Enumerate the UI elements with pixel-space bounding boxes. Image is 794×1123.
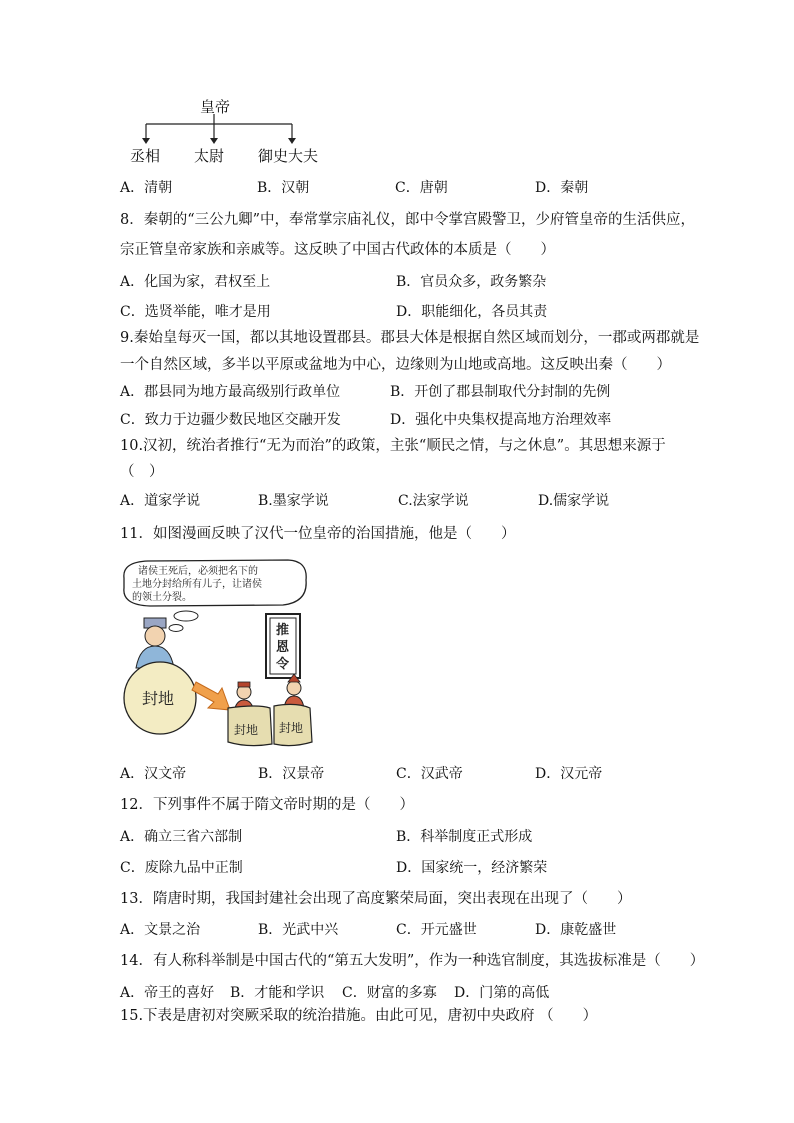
diagram-top-label: 皇帝	[200, 98, 231, 116]
q8-stem-line2: 宗正管皇帝家族和亲戚等。这反映了中国古代政体的本质是（ ）	[120, 242, 555, 258]
q13-option-d[interactable]: D．康乾盛世	[535, 922, 617, 938]
q9-option-b[interactable]: B．开创了郡县制取代分封制的先例	[390, 384, 611, 400]
edict-board	[266, 614, 300, 678]
diagram-child-3: 御史大夫	[258, 147, 319, 165]
emperor-figure	[136, 618, 174, 668]
q8-option-b[interactable]: B．官员众多，政务繁杂	[396, 274, 547, 290]
q8-option-c[interactable]: C．选贤举能，唯才是用	[120, 304, 271, 320]
q7-option-a[interactable]: A．清朝	[120, 180, 173, 196]
bubble-line-1: 诸侯王死后，必须把名下的	[138, 566, 258, 577]
q13-stem-line1: 13．隋唐时期，我国封建社会出现了高度繁荣局面，突出表现在出现了（ ）	[120, 891, 632, 907]
q12-option-b[interactable]: B．科举制度正式形成	[396, 829, 533, 845]
thought-dot-small	[169, 625, 183, 632]
small-fief-right-label: 封地	[279, 721, 304, 735]
q8-stem-line1: 8．秦朝的“三公九卿”中，奉常掌宗庙礼仪，郎中令掌宫殿警卫，少府管皇帝的生活供应，	[120, 212, 696, 228]
q10-option-c[interactable]: C.法家学说	[398, 493, 469, 509]
bubble-line-3: 的领土分裂。	[132, 592, 192, 603]
q14-option-d[interactable]: D．门第的高低	[454, 985, 550, 1001]
q13-option-a[interactable]: A．文景之治	[120, 922, 201, 938]
q10-option-a[interactable]: A．道家学说	[120, 493, 201, 509]
diagram-child-1: 丞相	[130, 147, 161, 165]
q11-option-c[interactable]: C．汉武帝	[396, 766, 463, 782]
q14-option-a[interactable]: A．帝王的喜好	[120, 985, 215, 1001]
q13-option-b[interactable]: B．光武中兴	[258, 922, 339, 938]
diagram-arrows	[130, 112, 310, 148]
q11-option-a[interactable]: A．汉文帝	[120, 766, 187, 782]
q13-option-c[interactable]: C．开元盛世	[396, 922, 477, 938]
q12-option-d[interactable]: D．国家统一，经济繁荣	[396, 860, 548, 876]
q7-option-c[interactable]: C．唐朝	[395, 180, 448, 196]
edict-char-2: 恩	[276, 640, 290, 655]
q8-option-d[interactable]: D．职能细化，各员其责	[396, 304, 548, 320]
q12-stem-line1: 12．下列事件不属于隋文帝时期的是（ ）	[120, 797, 414, 813]
bubble-line-2: 土地分封给所有儿子，让诸侯	[132, 579, 262, 590]
q14-option-b[interactable]: B．才能和学识	[230, 985, 325, 1001]
q10-option-b[interactable]: B.墨家学说	[258, 493, 329, 509]
q10-stem-line1: 10.汉初，统治者推行“无为而治”的政策，主张“顺民之情，与之休息”。其思想来源于	[120, 438, 666, 454]
q12-option-a[interactable]: A．确立三省六部制	[120, 829, 243, 845]
split-arrow-icon	[192, 682, 230, 710]
thought-dot-large	[174, 611, 198, 621]
q10-option-d[interactable]: D.儒家学说	[538, 493, 610, 509]
edict-char-1: 推	[276, 623, 290, 638]
q11-stem-line1: 11．如图漫画反映了汉代一位皇帝的治国措施，他是（ ）	[120, 526, 516, 542]
q9-option-c[interactable]: C．致力于边疆少数民地区交融开发	[120, 412, 341, 428]
q9-option-d[interactable]: D．强化中央集权提高地方治理效率	[390, 412, 612, 428]
edict-char-3: 令	[276, 657, 290, 672]
q10-stem-line2: （ ）	[120, 464, 164, 480]
q14-option-c[interactable]: C．财富的多寡	[342, 985, 437, 1001]
big-fief-label: 封地	[142, 689, 175, 708]
q14-stem-line1: 14．有人称科举制是中国古代的“第五大发明”，作为一种选官制度，其选拔标准是（ ）	[120, 953, 705, 969]
diagram-child-2: 太尉	[194, 147, 225, 165]
q12-option-c[interactable]: C．废除九品中正制	[120, 860, 243, 876]
q7-option-b[interactable]: B．汉朝	[257, 180, 310, 196]
prince-figure-right	[284, 674, 304, 708]
q15-stem-line1: 15.下表是唐初对突厥采取的统治措施。由此可见，唐初中央政府 （ ）	[120, 1008, 598, 1024]
q8-option-a[interactable]: A．化国为家，君权至上	[120, 274, 271, 290]
q11-option-d[interactable]: D．汉元帝	[535, 766, 603, 782]
q11-cartoon	[118, 558, 318, 750]
q7-option-d[interactable]: D．秦朝	[535, 180, 589, 196]
q9-option-a[interactable]: A．郡县同为地方最高级别行政单位	[120, 384, 341, 400]
q11-option-b[interactable]: B．汉景帝	[258, 766, 325, 782]
q9-stem-line1: 9.秦始皇每灭一国，都以其地设置郡县。郡县大体是根据自然区域而划分，一郡或两郡就是	[120, 330, 700, 346]
q9-stem-line2: 一个自然区域，多半以平原或盆地为中心，边缘则为山地或高地。这反映出秦（ ）	[120, 357, 671, 373]
small-fief-left-label: 封地	[234, 723, 259, 737]
